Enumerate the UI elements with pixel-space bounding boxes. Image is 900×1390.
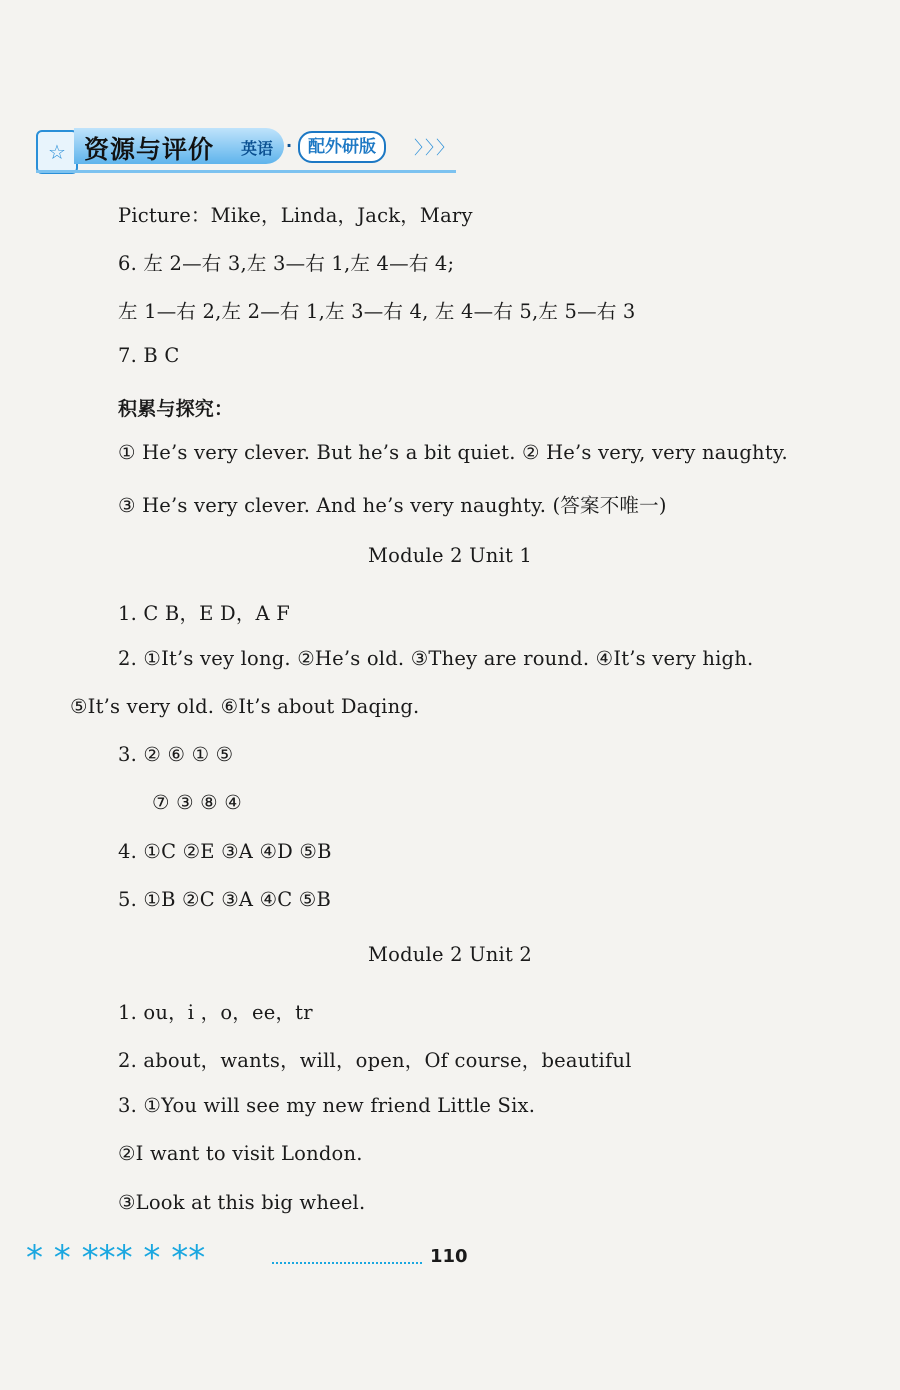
answer-line: 1. C B，E D，A F	[118, 602, 290, 625]
answer-line: ① He’s very clever. But he’s a bit quiet. ② He’s very, very naughty.	[118, 441, 788, 464]
edition-badge: 配外研版	[298, 131, 386, 163]
footer-dotted-rule	[272, 1262, 422, 1264]
chevron-right-icon: 〉〉〉	[414, 138, 456, 159]
section-heading: 积累与探究：	[118, 398, 234, 420]
module-heading: Module 2 Unit 2	[368, 943, 532, 966]
answer-line: 2. about，wants，will，open，Of course，beautiful	[118, 1049, 632, 1072]
answer-line: 6. 左 2—右 3,左 3—右 1,左 4—右 4;	[118, 252, 455, 275]
answer-line: ②I want to visit London.	[118, 1142, 363, 1165]
answer-line: 左 1—右 2,左 2—右 1,左 3—右 4, 左 4—右 5,左 5—右 3	[118, 300, 636, 323]
answer-line: 7. B C	[118, 344, 180, 367]
header-divider	[36, 170, 456, 173]
answer-line: 4. ①C ②E ③A ④D ⑤B	[118, 840, 332, 863]
answer-line: 1. ou，i ，o，ee，tr	[118, 1001, 313, 1024]
page-header	[36, 126, 476, 176]
star-book-icon: ☆	[36, 130, 78, 174]
star-decoration-icon: * * *** * **	[26, 1238, 206, 1278]
page-number: 110	[430, 1246, 468, 1267]
subject-label: 英语	[241, 139, 274, 158]
header-separator: ·	[286, 136, 293, 155]
answer-line: 3. ①You will see my new friend Little Six.	[118, 1094, 536, 1117]
answer-line: ③ He’s very clever. And he’s very naughty. (答案不唯一)	[118, 494, 667, 517]
answer-line: ⑤It’s very old. ⑥It’s about Daqing.	[70, 695, 420, 718]
answer-line: ③Look at this big wheel.	[118, 1191, 366, 1214]
module-heading: Module 2 Unit 1	[368, 544, 532, 567]
answer-line: 2. ①It’s vey long. ②He’s old. ③They are round. ④It’s very high.	[118, 647, 754, 670]
answer-line: Picture：Mike，Linda，Jack，Mary	[118, 204, 473, 227]
answer-line: 5. ①B ②C ③A ④C ⑤B	[118, 888, 331, 911]
book-title: 资源与评价	[84, 135, 215, 164]
answer-line: ⑦ ③ ⑧ ④	[152, 791, 242, 814]
answer-line: 3. ② ⑥ ① ⑤	[118, 743, 234, 766]
